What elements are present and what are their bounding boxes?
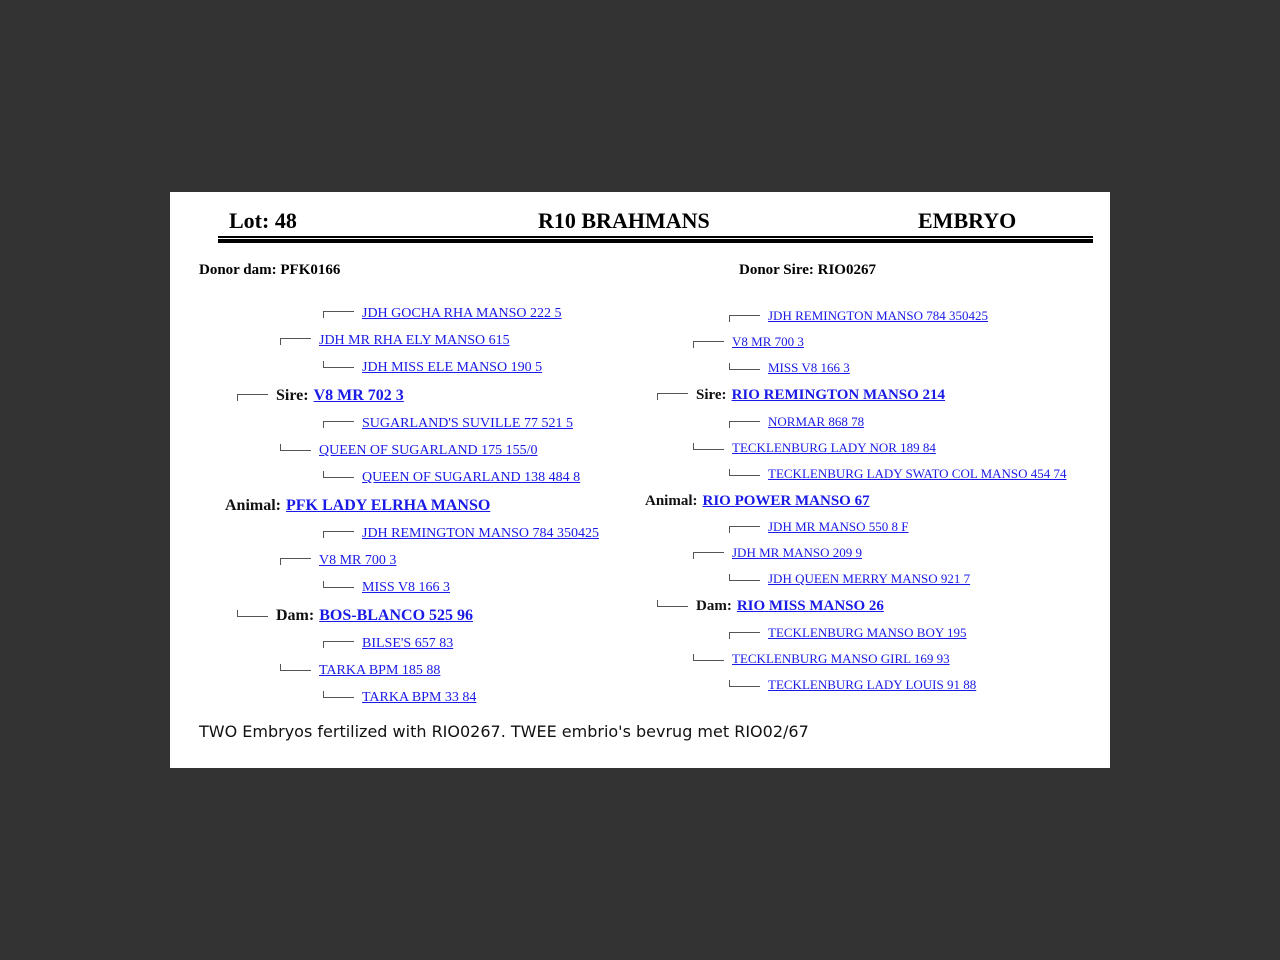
dam-link[interactable]: RIO MISS MANSO 26 [736, 598, 884, 614]
tree-connector [323, 311, 354, 318]
tree-connector [729, 363, 760, 370]
pedigree-node [323, 689, 476, 707]
tree-connector [323, 471, 354, 478]
pedigree-link[interactable]: JDH MR MANSO 209 9 [732, 545, 863, 560]
tree-connector [729, 574, 760, 581]
pedigree-link[interactable]: JDH REMINGTON MANSO 784 350425 [362, 526, 599, 541]
tree-connector [323, 581, 354, 588]
pedigree-link[interactable]: NORMAR 868 78 [768, 414, 865, 429]
dam-label: Dam: [276, 607, 315, 624]
pedigree-link[interactable]: TARKA BPM 185 88 [319, 663, 441, 678]
pedigree-link[interactable]: JDH QUEEN MERRY MANSO 921 7 [768, 571, 971, 586]
pedigree-node [729, 307, 988, 325]
pedigree-link[interactable]: QUEEN OF SUGARLAND 138 484 8 [362, 470, 581, 485]
tree-connector [729, 680, 760, 687]
lot-number: Lot: 48 [229, 208, 297, 233]
pedigree-node [693, 333, 804, 351]
tree-connector [323, 361, 354, 368]
pedigree-link[interactable]: TECKLENBURG MANSO GIRL 169 93 [732, 651, 950, 666]
pedigree-node [323, 359, 542, 377]
tree-connector [280, 558, 311, 565]
pedigree-link[interactable]: V8 MR 700 3 [732, 334, 804, 349]
pedigree-node [280, 442, 538, 460]
sire-link[interactable]: V8 MR 702 3 [313, 387, 404, 404]
pedigree-link[interactable]: TECKLENBURG LADY LOUIS 91 88 [768, 677, 977, 692]
pedigree-node [280, 552, 396, 570]
tree-connector [237, 610, 268, 617]
pedigree-node [729, 676, 976, 694]
lot-card [170, 192, 1110, 768]
animal-node [225, 497, 490, 515]
donor-dam-label: Donor dam: PFK0166 [199, 262, 341, 278]
animal-link[interactable]: RIO POWER MANSO 67 [702, 493, 870, 509]
tree-connector [693, 654, 724, 661]
lot-type: EMBRYO [918, 208, 1017, 233]
tree-connector [280, 664, 311, 671]
tree-connector [323, 691, 354, 698]
pedigree-node [729, 570, 970, 588]
tree-connector [729, 469, 760, 476]
tree-connector [657, 600, 688, 607]
pedigree-link[interactable]: SUGARLAND'S SUVILLE 77 521 5 [362, 416, 573, 431]
pedigree-node [323, 579, 450, 597]
pedigree-link[interactable]: TECKLENBURG MANSO BOY 195 [768, 625, 967, 640]
animal-label: Animal: [645, 493, 698, 509]
pedigree-node [729, 518, 909, 536]
tree-connector [657, 393, 688, 400]
pedigree-link[interactable]: JDH MR RHA ELY MANSO 615 [319, 333, 510, 348]
dam-label: Dam: [696, 598, 732, 614]
lot-note: TWO Embryos fertilized with RIO0267. TWEE embrio's bevrug met RIO02/67 [199, 722, 809, 741]
pedigree-link[interactable]: TARKA BPM 33 84 [362, 690, 477, 705]
tree-connector [693, 552, 724, 559]
animal-node [645, 492, 870, 510]
dam-link[interactable]: BOS-BLANCO 525 96 [319, 607, 474, 624]
pedigree-node [729, 465, 1067, 483]
pedigree-node [729, 413, 864, 431]
pedigree-node [323, 415, 573, 433]
pedigree-link[interactable]: JDH REMINGTON MANSO 784 350425 [768, 308, 989, 323]
pedigree-node [323, 635, 453, 653]
pedigree-link[interactable]: QUEEN OF SUGARLAND 175 155/0 [319, 443, 538, 458]
pedigree-link[interactable]: V8 MR 700 3 [319, 553, 397, 568]
header-divider-thick [218, 239, 1093, 243]
pedigree-node [729, 624, 967, 642]
pedigree-link[interactable]: JDH MISS ELE MANSO 190 5 [362, 360, 543, 375]
animal-link[interactable]: PFK LADY ELRHA MANSO [286, 497, 491, 514]
donor-sire-label: Donor Sire: RIO0267 [739, 262, 876, 278]
pedigree-link[interactable]: JDH GOCHA RHA MANSO 222 5 [362, 306, 562, 321]
pedigree-node [280, 662, 440, 680]
sire-label: Sire: [276, 387, 309, 404]
pedigree-link[interactable]: MISS V8 166 3 [362, 580, 451, 595]
tree-connector [729, 526, 760, 533]
pedigree-node [280, 332, 510, 350]
pedigree-node [323, 469, 580, 487]
tree-connector [729, 421, 760, 428]
tree-connector [280, 338, 311, 345]
tree-connector [323, 641, 354, 648]
pedigree-node [693, 439, 936, 457]
sire-node [657, 386, 945, 404]
sire-node [237, 387, 404, 405]
tree-connector [729, 315, 760, 322]
breeder-name: R10 BRAHMANS [538, 208, 710, 233]
pedigree-link[interactable]: MISS V8 166 3 [768, 360, 850, 375]
animal-label: Animal: [225, 497, 281, 514]
pedigree-link[interactable]: BILSE'S 657 83 [362, 636, 454, 651]
header-divider [218, 236, 1093, 238]
pedigree-link[interactable]: TECKLENBURG LADY SWATO COL MANSO 454 74 [768, 466, 1067, 481]
sire-link[interactable]: RIO REMINGTON MANSO 214 [731, 387, 946, 403]
dam-node [237, 607, 473, 625]
pedigree-node [693, 650, 950, 668]
pedigree-node [323, 305, 562, 323]
dam-node [657, 597, 884, 615]
tree-connector [323, 421, 354, 428]
pedigree-node [729, 359, 850, 377]
tree-connector [280, 444, 311, 451]
pedigree-node [323, 525, 599, 543]
tree-connector [237, 394, 268, 401]
pedigree-node [693, 544, 862, 562]
pedigree-link[interactable]: JDH MR MANSO 550 8 F [768, 519, 909, 534]
pedigree-link[interactable]: TECKLENBURG LADY NOR 189 84 [732, 440, 936, 455]
tree-connector [693, 443, 724, 450]
tree-connector [729, 632, 760, 639]
tree-connector [693, 341, 724, 348]
sire-label: Sire: [696, 387, 727, 403]
tree-connector [323, 531, 354, 538]
